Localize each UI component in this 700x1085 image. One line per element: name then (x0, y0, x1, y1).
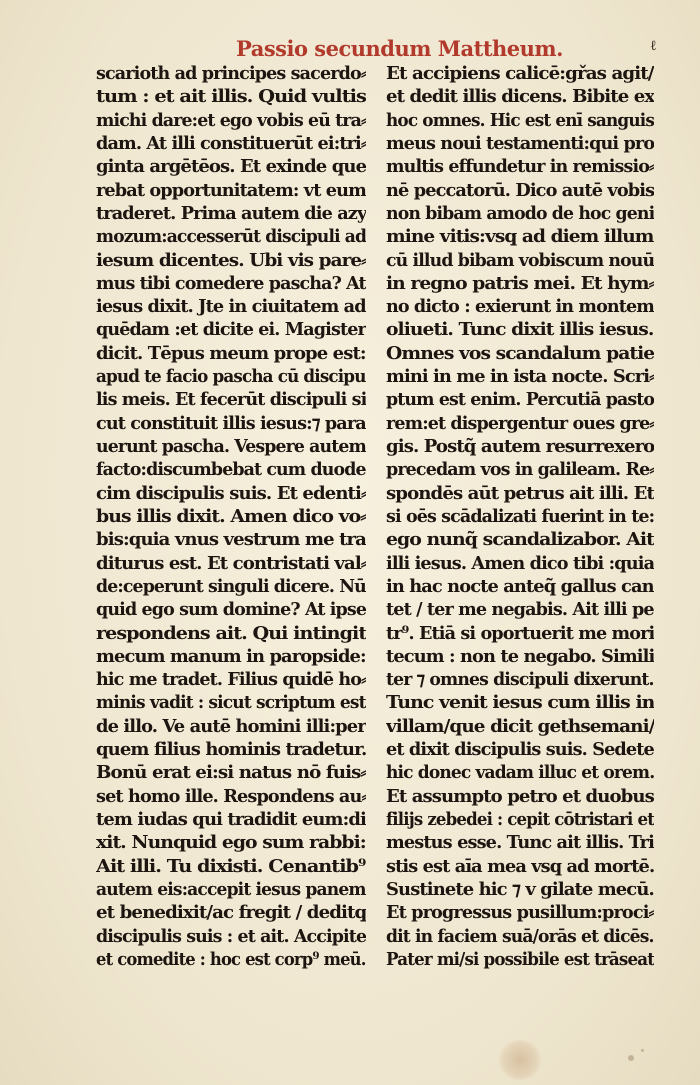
text-line: ego nunq̃ scandalizabor. Ait (386, 529, 654, 551)
text-line: meus noui testamenti:qui pro (386, 132, 654, 154)
text-line: mecum manum in paropside: (96, 645, 366, 667)
text-line: dit in faciem suā/orās et dicēs. (386, 925, 654, 947)
text-line: Et assumpto petro et duobus (386, 785, 654, 807)
paper-stain (498, 1040, 542, 1080)
text-line: filijs zebedei : cepit cōtristari et (386, 809, 654, 830)
text-line: scarioth ad principes sacerdo⸗ (96, 63, 366, 84)
text-line: tum : et ait illis. Quid vultis (96, 86, 366, 108)
text-line: iesus dixit. Jte in ciuitatem ad (96, 296, 366, 318)
text-line: Pater mi/si possibile est trāseat (386, 948, 654, 970)
right-text-column (386, 62, 654, 971)
text-line: mine vitis:vsq̧ ad diem illum (386, 226, 654, 248)
text-line: et benedixit/ac fregit / deditq̧ (96, 902, 366, 924)
text-line: Ait illi. Tu dixisti. Cenantib⁹ (96, 855, 366, 877)
text-line: rebat opportunitatem: vt eum (96, 179, 366, 201)
text-line: diturus est. Et contristati val⸗ (96, 552, 366, 574)
text-line: uerunt pascha. Vespere autem (96, 436, 366, 457)
text-line: respondens ait. Qui intingit (96, 622, 366, 644)
text-line: multis effundetur in remissio⸗ (386, 156, 654, 178)
paper-speck (628, 1055, 634, 1061)
text-line: stis est aīa mea vsq̧ ad mortē. (386, 855, 654, 877)
text-line: apud te facio pascha cū discipu (96, 366, 366, 388)
text-line: de illo. Ve autē homini illi:per (96, 715, 366, 737)
text-line: Sustinete hic ⁊ v gilate mecū. (386, 878, 654, 900)
text-line: cū illud bibam vobiscum nouū (386, 249, 654, 271)
text-line: michi dare:et ego vobis eū tra⸗ (96, 109, 366, 131)
text-line: de:ceperunt singuli dicere. Nū (96, 575, 366, 597)
text-line: in hac nocte anteq̃ gallus can (386, 575, 654, 597)
text-line: xit. Nunquid ego sum rabbi: (96, 832, 366, 854)
text-line: Bonū erat ei:si natus nō fuis⸗ (96, 762, 366, 784)
text-line: Omnes vos scandalum patie (386, 342, 654, 364)
text-line: nē peccatorū. Dico autē vobis (386, 179, 654, 201)
text-line: lis meis. Et fecerūt discipuli si (96, 389, 366, 411)
text-line: traderet. Prima autem die azy (96, 202, 366, 224)
text-line: et dedit illis dicens. Bibite ex (386, 86, 654, 108)
left-text-column (96, 62, 366, 971)
text-line: precedam vos in galileam. Re⸗ (386, 459, 654, 481)
text-line: ginta argētēos. Et exinde que (96, 156, 366, 178)
text-line: et dixit discipulis suis. Sedete (386, 739, 654, 761)
text-line: discipulis suis : et ait. Accipite (96, 925, 366, 947)
text-line: et comedite : hoc est corp⁹ meū. (96, 948, 366, 970)
text-line: autem eis:accepit iesus panem (96, 878, 366, 900)
text-line: hoc omnes. Hic est enī sanguis (386, 109, 654, 131)
text-line: dam. At illi constituerūt ei:tri⸗ (96, 132, 366, 154)
text-line: mus tibi comedere pascha? At (96, 272, 366, 294)
text-line: hic donec vadam illuc et orem. (386, 762, 654, 784)
text-line: mestus esse. Tunc ait illis. Tri (386, 832, 654, 854)
text-line: in regno patris mei. Et hym⸗ (386, 272, 654, 294)
text-line: hic me tradet. Filius quidē ho⸗ (96, 669, 366, 691)
text-line: illi iesus. Amen dico tibi :quia (386, 552, 654, 574)
text-line: si oēs scādalizati fuerint in te: (386, 505, 654, 527)
text-line: Et accipiens calicē:gřas agit/ (386, 63, 654, 84)
text-line: no dicto : exierunt in montem (386, 296, 654, 318)
text-line: quēdam :et dicite ei. Magister (96, 319, 366, 341)
text-line: quid ego sum domine? At ipse (96, 599, 366, 621)
text-line: dicit. Tēpus meum prope est: (96, 342, 366, 364)
text-line: facto:discumbebat cum duode (96, 459, 366, 481)
text-line: tr⁹. Etiā si oportuerit me mori (386, 622, 654, 644)
text-line: mini in me in ista nocte. Scri⸗ (386, 366, 654, 388)
text-line: cim discipulis suis. Et edenti⸗ (96, 482, 366, 504)
text-line: cut constituit illis iesus:⁊ para (96, 412, 366, 434)
text-line: tem iudas qui tradidit eum:di (96, 809, 366, 830)
text-line: gis. Postq̃ autem resurrexero (386, 436, 654, 457)
text-line: villam/que dicit gethsemani/ (386, 715, 654, 737)
running-head: Passio secundum Mattheum. (236, 36, 563, 61)
text-line: quem filius hominis tradetur. (96, 739, 366, 761)
text-line: spondēs aūt petrus ait illi. Et (386, 482, 654, 504)
text-line: Tunc venit iesus cum illis in (386, 692, 654, 714)
text-line: tecum : non te negabo. Simili (386, 645, 654, 667)
text-line: minis vadit : sicut scriptum est (96, 692, 366, 714)
text-line: mozum:accesserūt discipuli ad (96, 226, 366, 248)
corner-mark: ℓ (650, 38, 657, 54)
text-line: rem:et dispergentur oues gre⸗ (386, 412, 654, 434)
text-line: non bibam amodo de hoc geni (386, 202, 654, 224)
text-line: bis:quia vnus vestrum me tra (96, 529, 366, 551)
paper-speck (641, 1049, 644, 1052)
text-line: ptum est enim. Percutiā pasto (386, 389, 654, 411)
text-line: tet / ter me negabis. Ait illi pe (386, 599, 654, 621)
text-line: Et progressus pusillum:proci⸗ (386, 902, 654, 924)
text-line: oliueti. Tunc dixit illis iesus. (386, 319, 654, 341)
text-line: bus illis dixit. Amen dico vo⸗ (96, 505, 366, 527)
text-line: iesum dicentes. Ubi vis pare⸗ (96, 249, 366, 271)
text-line: set homo ille. Respondens au⸗ (96, 785, 366, 807)
text-line: ter ⁊ omnes discipuli dixerunt. (386, 669, 654, 691)
